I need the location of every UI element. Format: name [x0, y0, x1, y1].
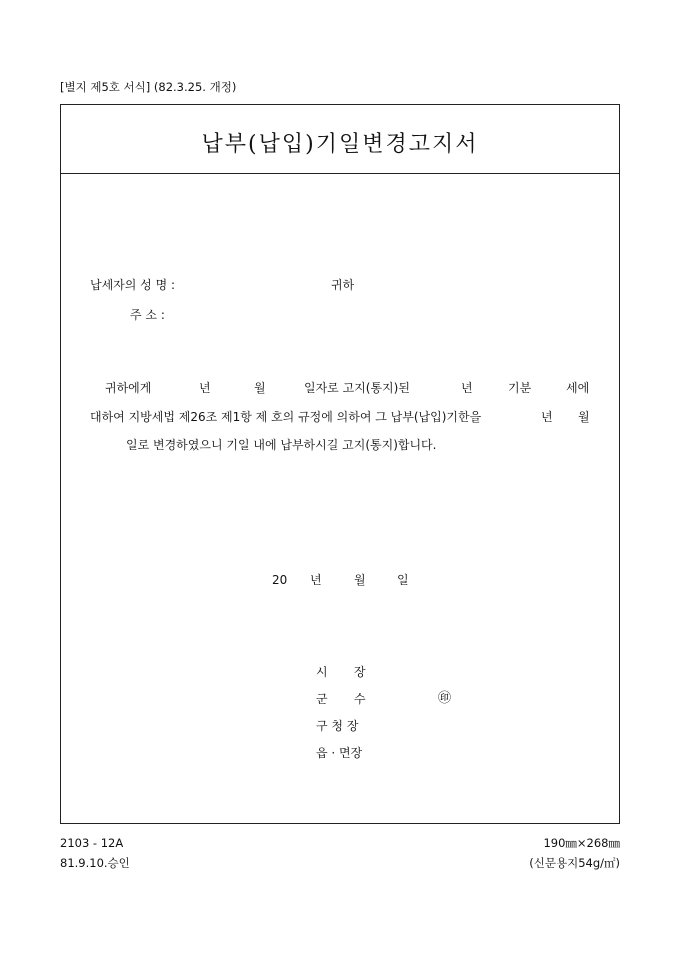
issuer-town: 읍 · 면장: [316, 746, 363, 760]
address-label: 주 소 :: [130, 308, 165, 322]
date-day-label: 일: [397, 573, 409, 587]
paper-size: 190㎜×268㎜: [543, 836, 620, 850]
date-month-label: 월: [354, 573, 366, 587]
issuer-mayor-char: 시: [316, 665, 328, 679]
month-label: 월: [578, 410, 590, 424]
year-label: 년: [199, 381, 211, 395]
date-year-prefix: 20: [272, 573, 288, 587]
taxpayer-name-label: 납세자의 성 명 :: [90, 278, 176, 292]
issuer-mayor-char: 장: [354, 665, 366, 679]
body-text: 귀하에게: [105, 381, 152, 395]
month-label: 월: [254, 381, 266, 395]
body-text: 세에: [566, 381, 590, 395]
issuer-county-char: 수: [354, 692, 366, 706]
approval-date: 81.9.10.승인: [60, 856, 130, 870]
body-text: 기분: [508, 381, 532, 395]
year-label: 년: [541, 410, 553, 424]
issuer-county-char: 군: [316, 692, 328, 706]
form-header: [별지 제5호 서식] (82.3.25. 개정): [60, 80, 237, 94]
form-number: 2103 - 12A: [60, 836, 124, 850]
form-frame: [60, 104, 620, 824]
issuer-district: 구 청 장: [316, 719, 359, 733]
date-year-label: 년: [310, 573, 322, 587]
body-text: 일로 변경하였으니 기일 내에 납부하시길 고지(통지)합니다.: [126, 438, 437, 452]
body-text: 일자로 고지(통지)된: [304, 381, 410, 395]
honorific-label: 귀하: [331, 278, 355, 292]
paper-spec: (신문용지54g/㎡): [529, 856, 620, 870]
form-title: 납부(납입)기일변경고지서: [201, 132, 479, 157]
year-label: 년: [461, 381, 473, 395]
body-text: 대하여 지방세법 제26조 제1항 제 호의 규정에 의하여 그 납부(납입)기한을: [90, 410, 482, 424]
seal-mark: ㊞: [438, 691, 452, 706]
title-row: [61, 105, 619, 174]
